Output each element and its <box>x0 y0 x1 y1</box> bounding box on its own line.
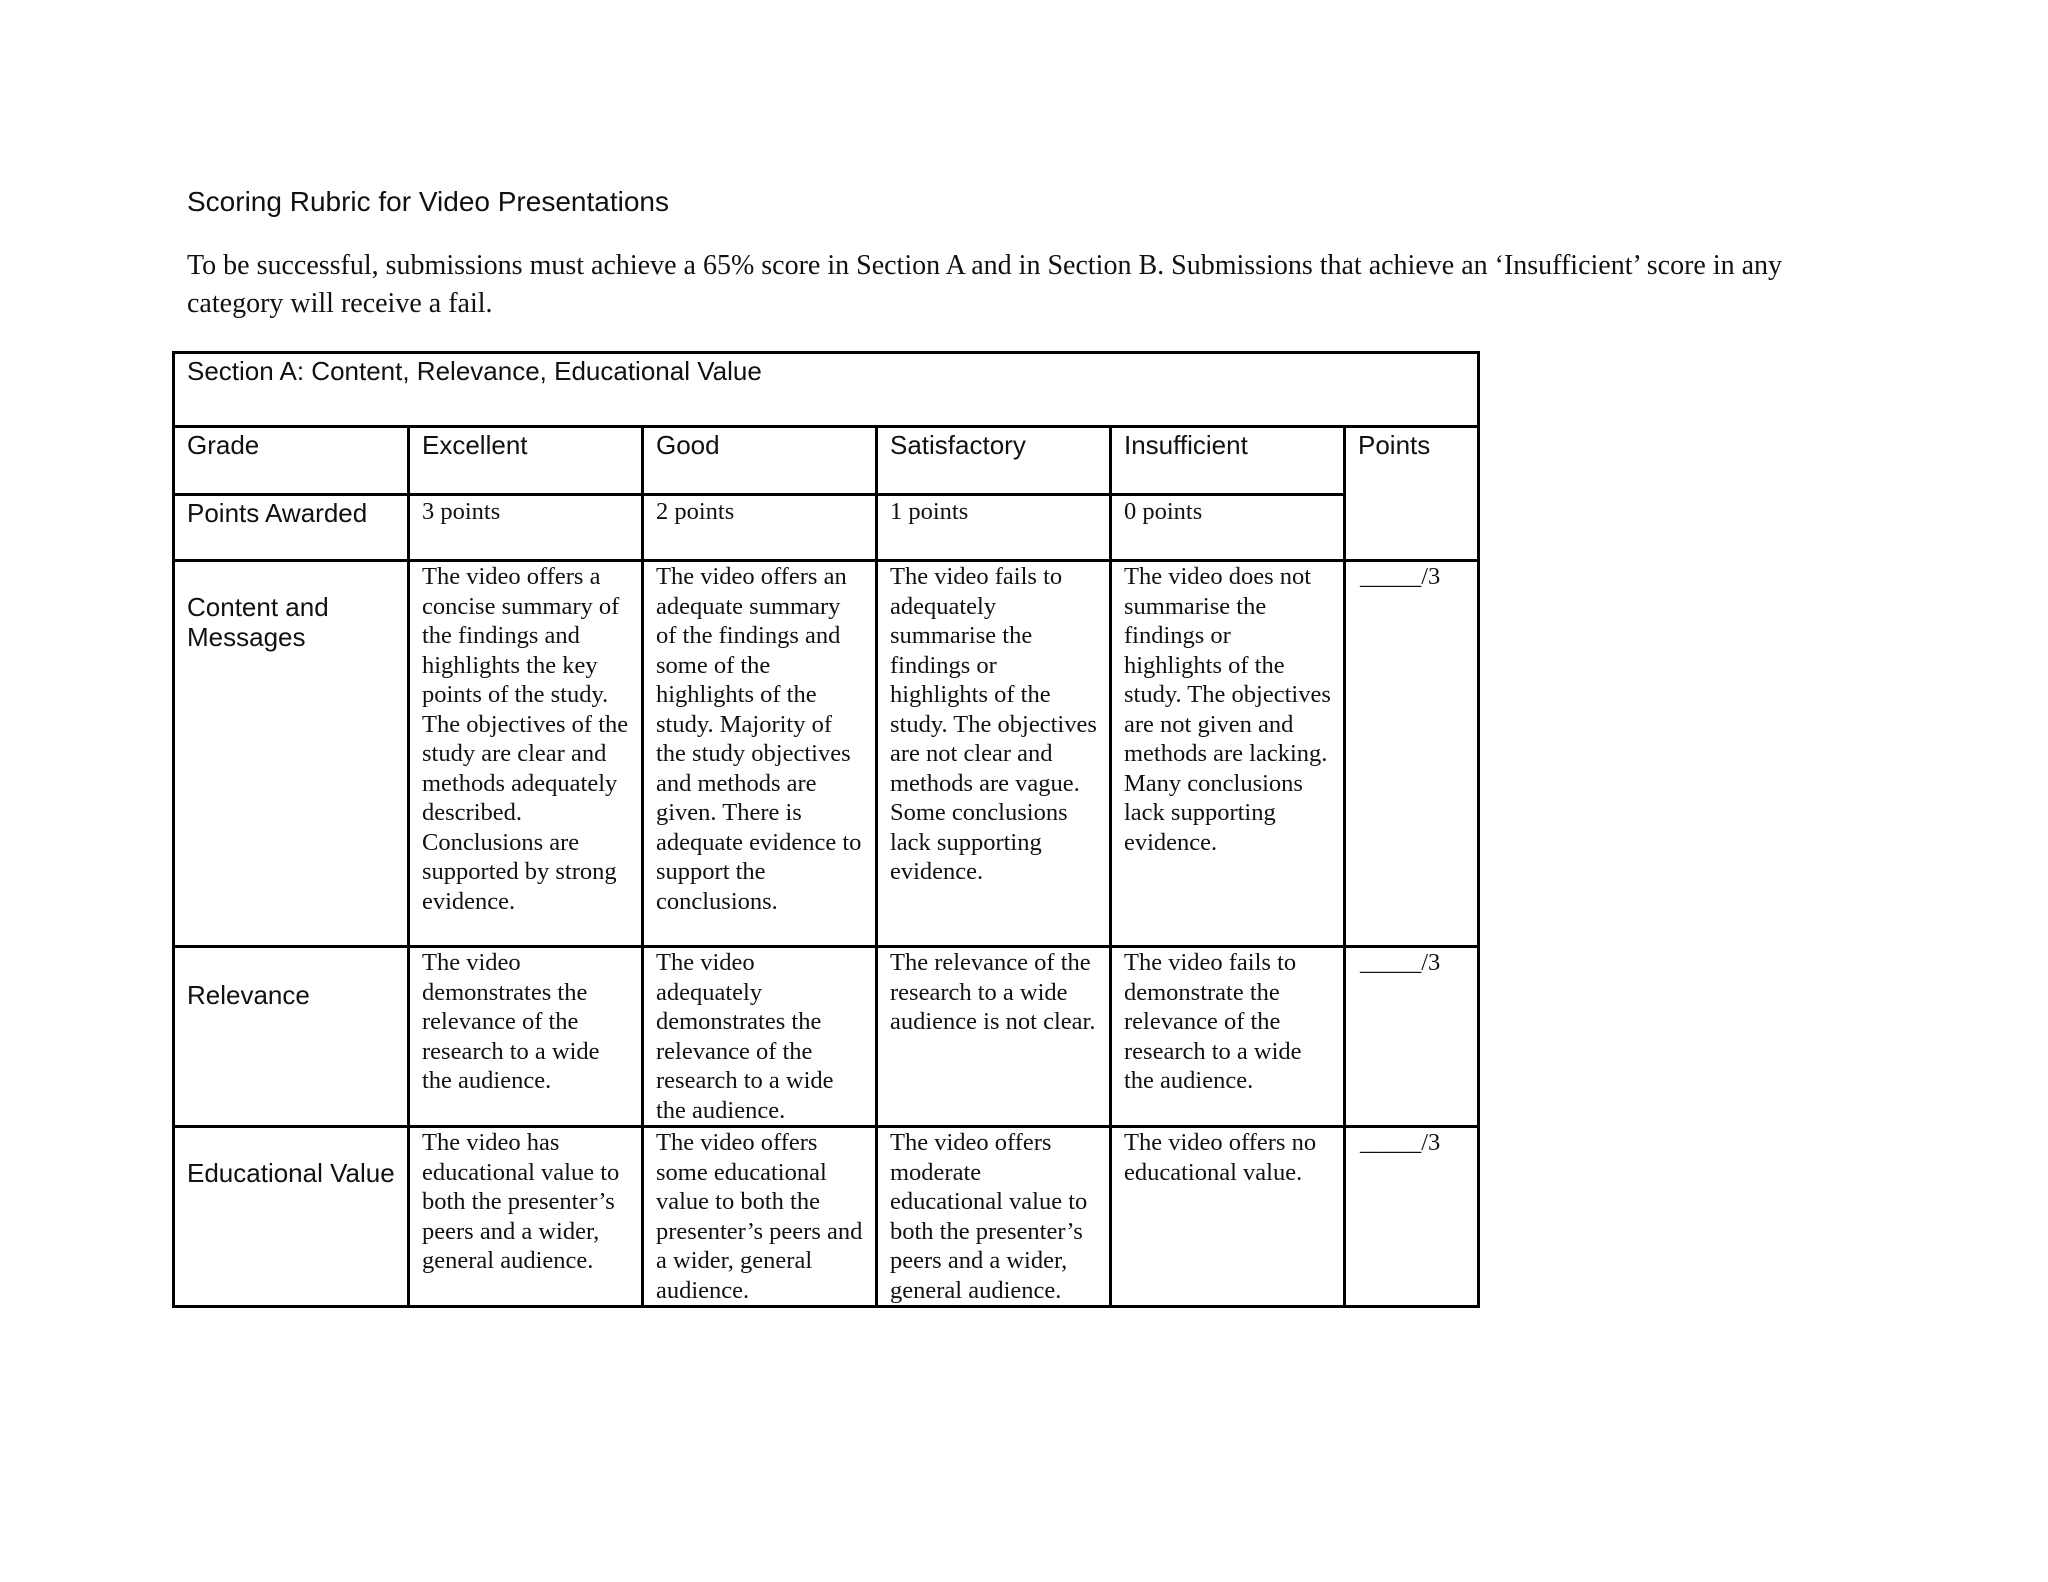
criteria-row-educational <box>174 1127 1479 1307</box>
good-descriptor: The video offers some educational value to both the presenter’s peers and a wider, general audience. <box>643 1127 877 1307</box>
rubric-table <box>172 351 1480 1308</box>
points-satisfactory: 1 points <box>877 495 1111 561</box>
points-awarded-row <box>174 495 1479 561</box>
score-blank: _____/3 <box>1345 947 1479 1127</box>
header-excellent: Excellent <box>409 427 643 495</box>
header-grade: Grade <box>174 427 409 495</box>
grade-header-row <box>174 427 1479 495</box>
satisfactory-descriptor: The video offers moderate educational value to both the presenter’s peers and a wider, general audience. <box>877 1127 1111 1307</box>
criteria-label: Educational Value <box>174 1127 409 1307</box>
section-title-row <box>174 353 1479 427</box>
criteria-label: Relevance <box>174 947 409 1127</box>
insufficient-descriptor: The video offers no educational value. <box>1111 1127 1345 1307</box>
good-descriptor: The video offers an adequate summary of the findings and some of the highlights of the study. Majority of the study objectives and methods are given. There is adequate evidence to support the conclusions. <box>643 561 877 947</box>
score-blank: _____/3 <box>1345 1127 1479 1307</box>
insufficient-descriptor: The video does not summarise the findings or highlights of the study. The objectives are not given and methods are lacking. Many conclusions lack supporting evidence. <box>1111 561 1345 947</box>
points-insufficient: 0 points <box>1111 495 1345 561</box>
criteria-row-relevance <box>174 947 1479 1127</box>
excellent-descriptor: The video offers a concise summary of the findings and highlights the key points of the study. The objectives of the study are clear and methods adequately described. Conclusions are supported by strong evidence. <box>409 561 643 947</box>
score-blank: _____/3 <box>1345 561 1479 947</box>
satisfactory-descriptor: The video fails to adequately summarise the findings or highlights of the study. The objectives are not clear and methods are vague. Some conclusions lack supporting evidence. <box>877 561 1111 947</box>
section-title: Section A: Content, Relevance, Educational Value <box>174 353 1479 427</box>
points-good: 2 points <box>643 495 877 561</box>
header-points: Points <box>1345 427 1479 561</box>
header-satisfactory: Satisfactory <box>877 427 1111 495</box>
criteria-label: Content and Messages <box>174 561 409 947</box>
insufficient-descriptor: The video fails to demonstrate the relevance of the research to a wide the audience. <box>1111 947 1345 1127</box>
intro-paragraph: To be successful, submissions must achieve a 65% score in Section A and in Section B. Submissions that achieve an ‘Insufficient’ score in any category will receive a fail. <box>187 250 1783 319</box>
good-descriptor: The video adequately demonstrates the relevance of the research to a wide the audience. <box>643 947 877 1127</box>
document-title: Scoring Rubric for Video Presentations <box>187 186 669 217</box>
header-insufficient: Insufficient <box>1111 427 1345 495</box>
criteria-row-content <box>174 561 1479 947</box>
satisfactory-descriptor: The relevance of the research to a wide audience is not clear. <box>877 947 1111 1127</box>
excellent-descriptor: The video demonstrates the relevance of the research to a wide the audience. <box>409 947 643 1127</box>
points-excellent: 3 points <box>409 495 643 561</box>
excellent-descriptor: The video has educational value to both the presenter’s peers and a wider, general audience. <box>409 1127 643 1307</box>
header-good: Good <box>643 427 877 495</box>
points-awarded-label: Points Awarded <box>174 495 409 561</box>
